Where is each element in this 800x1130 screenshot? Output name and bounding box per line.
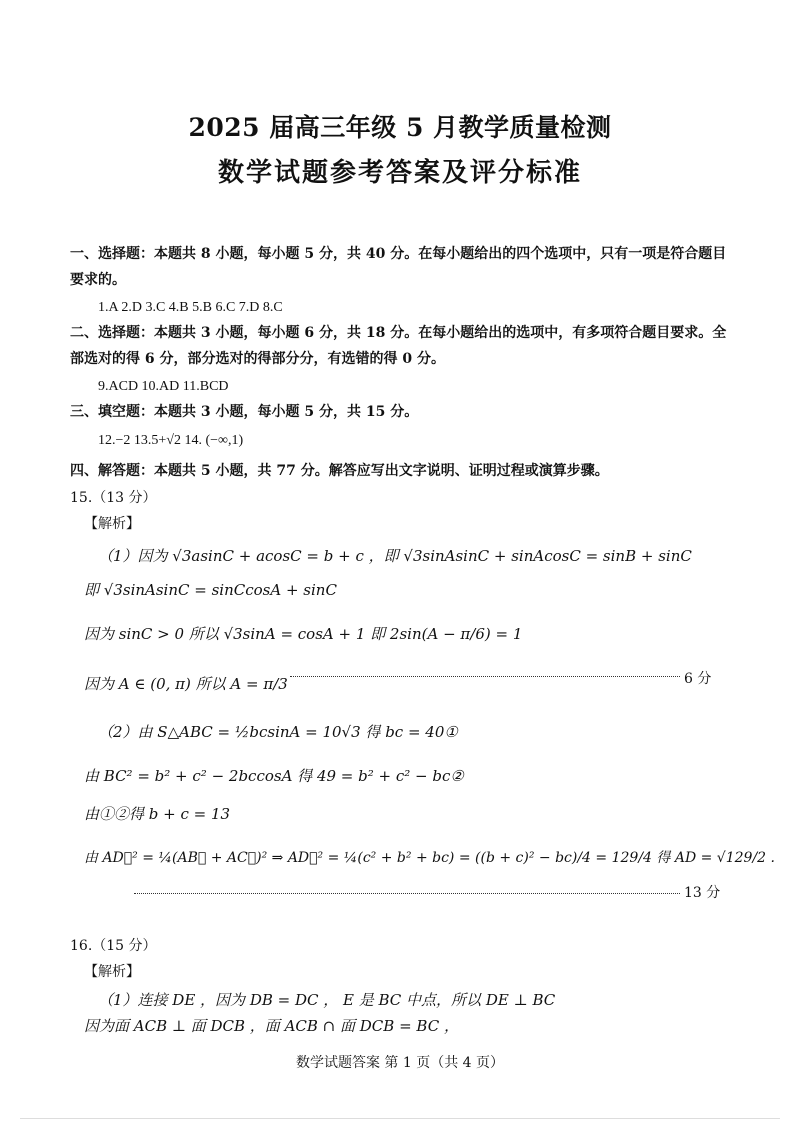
q15-score2: 13 分 [684, 885, 721, 901]
q15-step4: 因为 A ∈ (0, π) 所以 A = π/3 [84, 675, 288, 693]
document-subtitle: 数学试题参考答案及评分标准 [217, 158, 582, 188]
q16-heading: 16.（15 分） [70, 938, 157, 954]
q15-step3: 因为 sinC > 0 所以 √3sinA = cosA + 1 即 2sin(A − π/6) = 1 [84, 625, 523, 643]
q15-analysis-label: 【解析】 [84, 516, 140, 532]
q15-score1-leader [290, 676, 680, 677]
section2-answers: 9.ACD 10.AD 11.BCD [98, 379, 229, 394]
q15-score1: 6 分 [684, 671, 712, 687]
document-title: 2025 届高三年级 5 月教学质量检测 [188, 113, 612, 142]
q16-step1: （1）连接 DE ，因为 DB = DC ， E 是 BC 中点，所以 DE ⊥ BC [98, 991, 556, 1009]
section1-instructions-line1: 一、选择题：本题共 8 小题，每小题 5 分，共 40 分。在每小题给出的四个选项中，只有一项是符合题目 [70, 246, 727, 262]
q15-step2: 即 √3sinAsinC = sinCcosA + sinC [84, 581, 337, 599]
q15-heading: 15.（13 分） [70, 490, 157, 506]
section2-instructions-line2: 部选对的得 6 分，部分选对的得部分分，有选错的得 0 分。 [70, 351, 445, 367]
q16-step2: 因为面 ACB ⊥ 面 DCB ，面 ACB ∩ 面 DCB = BC ， [84, 1017, 459, 1035]
q15-step6: 由 BC² = b² + c² − 2bccosA 得 49 = b² + c² − bc② [84, 767, 464, 785]
page-footer: 数学试题答案 第 1 页（共 4 页） [295, 1055, 505, 1071]
q15-step8: 由 AD⃗² = ¼(AB⃗ + AC⃗)² ⇒ AD⃗² = ¼(c² + b² + bc) = ((b + c)² − bc)/4 = 129/4 得 AD = √129/2 . [84, 850, 775, 866]
q15-step5: （2）由 S△ABC = ½bcsinA = 10√3 得 bc = 40① [98, 723, 458, 741]
page-bottom-edge [20, 1118, 780, 1119]
section1-answers: 1.A 2.D 3.C 4.B 5.B 6.C 7.D 8.C [98, 300, 283, 315]
q15-step7: 由①②得 b + c = 13 [84, 805, 231, 823]
q16-analysis-label: 【解析】 [84, 964, 140, 980]
section4-instructions: 四、解答题：本题共 5 小题，共 77 分。解答应写出文字说明、证明过程或演算步骤。 [70, 463, 609, 479]
section1-instructions-line2: 要求的。 [70, 272, 126, 288]
q15-score2-leader [134, 893, 680, 894]
section2-instructions-line1: 二、选择题：本题共 3 小题，每小题 6 分，共 18 分。在每小题给出的选项中，有多项符合题目要求。全 [70, 325, 727, 341]
section3-instructions: 三、填空题：本题共 3 小题，每小题 5 分，共 15 分。 [70, 404, 419, 420]
q15-step1: （1）因为 √3asinC + acosC = b + c ，即 √3sinAsinC + sinAcosC = sinB + sinC [98, 547, 692, 565]
section3-answers: 12.−2 13.5+√2 14. (−∞,1) [98, 433, 244, 448]
